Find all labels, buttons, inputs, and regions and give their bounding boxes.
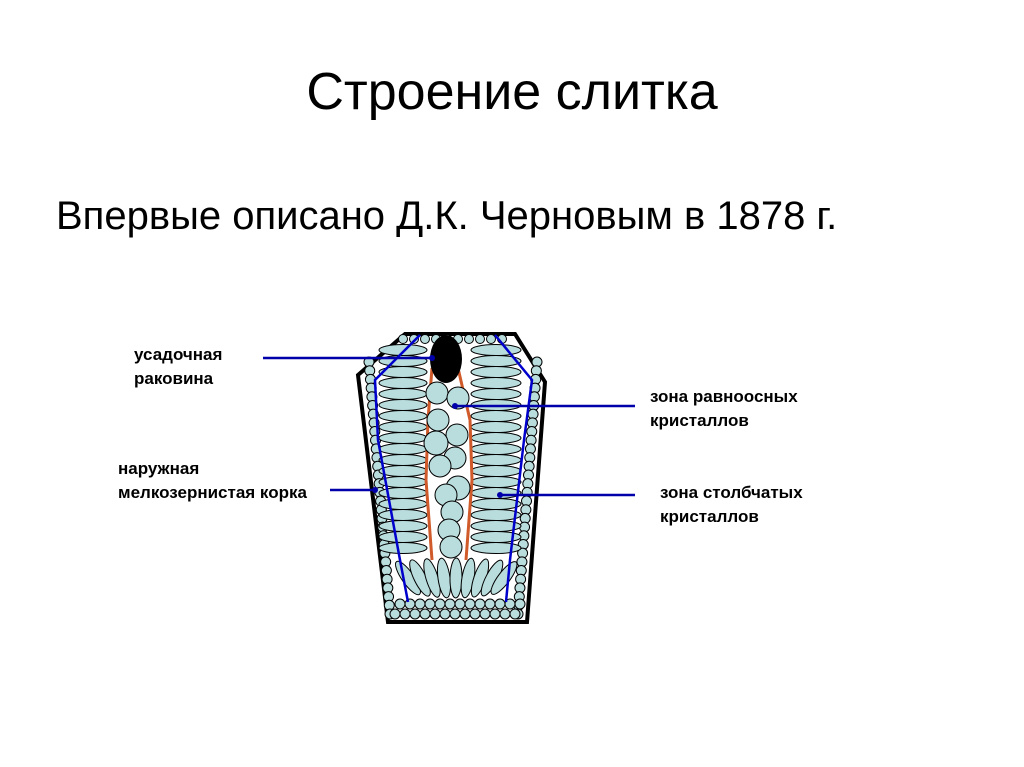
crust-grain <box>515 599 525 609</box>
crust-grain <box>415 599 425 609</box>
crust-grain <box>421 335 430 344</box>
columnar-crystal <box>471 345 521 356</box>
label-equiaxed-zone-line2: кристаллов <box>650 411 749 430</box>
columnar-crystal <box>471 499 521 510</box>
columnar-crystal <box>379 543 427 554</box>
crust-grain <box>445 599 455 609</box>
equiaxed-crystal <box>446 424 468 446</box>
crust-grain <box>395 599 405 609</box>
columnar-crystal <box>379 400 427 411</box>
columnar-crystal <box>379 499 427 510</box>
columnar-crystal <box>379 411 427 422</box>
crust-grain <box>460 609 470 619</box>
columnar-crystal <box>379 345 427 356</box>
crust-grain <box>440 609 450 619</box>
crust-grain <box>410 609 420 619</box>
label-outer-crust-line2: мелкозернистая корка <box>118 483 307 502</box>
equiaxed-crystal <box>427 409 449 431</box>
crust-grain <box>475 599 485 609</box>
crust-grain <box>500 609 510 619</box>
columnar-crystal <box>471 488 521 499</box>
crust-grain <box>490 609 500 619</box>
columnar-crystal <box>471 411 521 422</box>
crust-grain <box>425 599 435 609</box>
columnar-crystal <box>471 466 521 477</box>
equiaxed-crystal <box>426 382 448 404</box>
columnar-crystal <box>379 422 427 433</box>
crust-grain <box>435 599 445 609</box>
equiaxed-crystal <box>424 431 448 455</box>
columnar-crystal <box>471 389 521 400</box>
columnar-crystal <box>379 389 427 400</box>
cone-crystal <box>450 558 463 598</box>
equiaxed-crystal <box>440 536 462 558</box>
crust-grain <box>480 609 490 619</box>
crust-grain <box>495 599 505 609</box>
label-shrinkage-cavity-line2: раковина <box>134 369 214 388</box>
crust-grain <box>400 609 410 619</box>
columnar-crystal <box>471 477 521 488</box>
columnar-crystal <box>379 521 427 532</box>
crust-grain <box>455 599 465 609</box>
label-columnar-zone <box>660 481 803 529</box>
equiaxed-crystal <box>429 455 451 477</box>
crust-grain <box>390 609 400 619</box>
columnar-crystal <box>471 433 521 444</box>
crust-grain <box>465 599 475 609</box>
columnar-crystal <box>379 444 427 455</box>
label-equiaxed-zone-line1: зона равноосных <box>650 387 798 406</box>
crust-grain <box>420 609 430 619</box>
slide-subtitle: Впервые описано Д.К. Черновым в 1878 г. <box>56 194 838 238</box>
columnar-crystal <box>471 444 521 455</box>
label-outer-crust <box>118 457 307 505</box>
crust-grain <box>485 599 495 609</box>
crust-grain <box>465 335 474 344</box>
crust-grain <box>450 609 460 619</box>
columnar-crystal <box>379 466 427 477</box>
crust-grain <box>510 609 520 619</box>
label-columnar-zone-line1: зона столбчатых <box>660 483 803 502</box>
label-shrinkage-cavity <box>134 343 222 391</box>
columnar-crystal <box>471 378 521 389</box>
crust-grain <box>470 609 480 619</box>
crust-grain <box>430 609 440 619</box>
columnar-crystal <box>379 455 427 466</box>
columnar-crystal <box>471 455 521 466</box>
columnar-crystal <box>471 367 521 378</box>
label-outer-crust-line1: наружная <box>118 459 200 478</box>
crust-grain <box>399 335 408 344</box>
slide-title: Строение слитка <box>306 63 718 121</box>
crust-grain <box>476 335 485 344</box>
columnar-crystal <box>471 510 521 521</box>
label-equiaxed-zone <box>650 385 798 433</box>
columnar-crystal <box>471 543 521 554</box>
columnar-crystal <box>471 422 521 433</box>
columnar-crystal <box>379 378 427 389</box>
label-columnar-zone-line2: кристаллов <box>660 507 759 526</box>
columnar-crystal <box>379 532 427 543</box>
label-shrinkage-cavity-line1: усадочная <box>134 345 223 364</box>
columnar-crystal <box>379 510 427 521</box>
columnar-crystal <box>379 433 427 444</box>
